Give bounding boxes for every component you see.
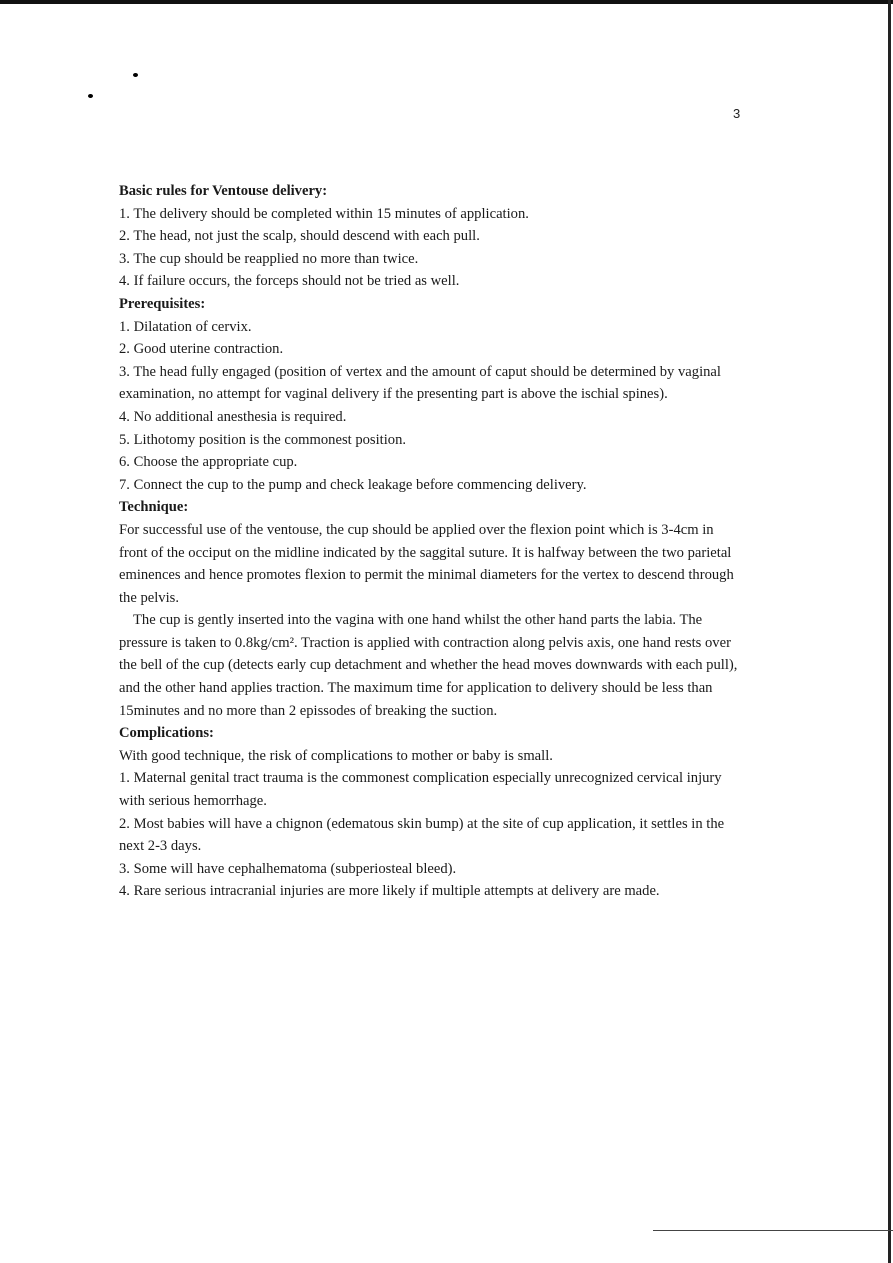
complication-item: 2. Most babies will have a chignon (edematous skin bump) at the site of cup application, it settles in the next 2-3 days.: [119, 815, 725, 855]
section-heading-prerequisites: Prerequisites:: [119, 295, 206, 312]
basic-rule-item: 1. The delivery should be completed within 15 minutes of application.: [119, 205, 529, 222]
complication-item: 4. Rare serious intracranial injuries are more likely if multiple attempts at delivery are made.: [119, 883, 660, 900]
section-heading-basic-rules: Basic rules for Ventouse delivery:: [119, 183, 328, 199]
page-number: 3: [733, 106, 741, 121]
basic-rule-item: 4. If failure occurs, the forceps should not be tried as well.: [119, 273, 460, 290]
technique-paragraph: The cup is gently inserted into the vagina with one hand whilst the other hand parts the labia. The pressure is taken to 0.8kg/cm². Traction is applied with contraction along pelvis axis, one hand rests over the bell of the cup (detects early cup detachment and whether the head moves downwards with each pull), and the other hand applies traction. The maximum time for application to delivery should be less than 15minutes and no more than 2 epissodes of breaking the suction.: [119, 612, 738, 719]
prerequisite-item: 4. No additional anesthesia is required.: [119, 408, 347, 425]
prerequisite-item: 1. Dilatation of cervix.: [119, 318, 252, 335]
prerequisite-item: 6. Choose the appropriate cup.: [119, 454, 298, 471]
basic-rule-item: 3. The cup should be reapplied no more than twice.: [119, 250, 419, 267]
section-heading-complications: Complications:: [119, 725, 214, 742]
complication-item: 3. Some will have cephalhematoma (subperiosteal bleed).: [119, 860, 457, 877]
complications-intro: With good technique, the risk of complications to mother or baby is small.: [119, 747, 553, 764]
technique-paragraph: For successful use of the ventouse, the cup should be applied over the flexion point which is 3-4cm in front of the occiput on the midline indicated by the saggital suture. It is halfway between the two parietal eminences and hence promotes flexion to permit the minimal diameters for the vertex to descend through the pelvis.: [119, 521, 734, 606]
scan-speck: [88, 94, 93, 98]
scan-bottom-line: [653, 1230, 893, 1231]
scan-top-edge: [0, 0, 893, 4]
basic-rule-item: 2. The head, not just the scalp, should descend with each pull.: [119, 228, 480, 245]
scan-right-edge: [888, 0, 891, 1263]
document-body: [119, 180, 744, 903]
complication-item: 1. Maternal genital tract trauma is the commonest complication especially unrecognized cervical injury with serious hemorrhage.: [119, 770, 722, 810]
section-heading-technique: Technique:: [119, 499, 189, 516]
prerequisite-item: 5. Lithotomy position is the commonest position.: [119, 431, 407, 448]
prerequisite-item: 7. Connect the cup to the pump and check leakage before commencing delivery.: [119, 476, 587, 493]
scan-speck: [133, 73, 138, 77]
prerequisite-item: 2. Good uterine contraction.: [119, 341, 284, 358]
prerequisite-item: 3. The head fully engaged (position of vertex and the amount of caput should be determined by vaginal examination, no attempt for vaginal delivery if the presenting part is above the ischial spines).: [119, 363, 721, 403]
